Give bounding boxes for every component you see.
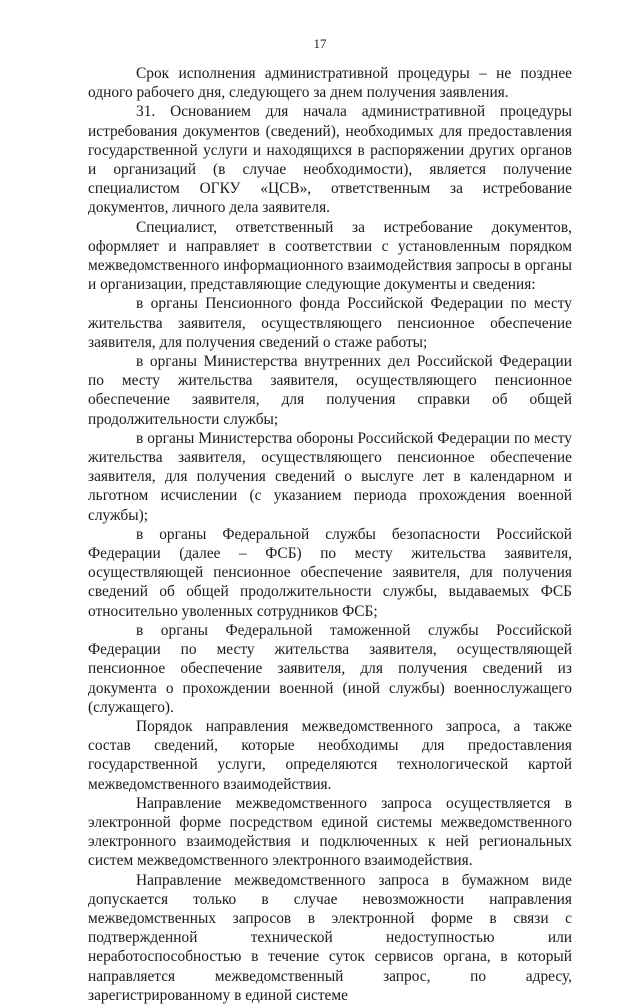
paragraph-clause-31: 31. Основанием для начала административной процедуры истребования документов (сведений), необходимых для предоставления государственной услуги и находящихся в распоряжении других органов и организаций (в случае необходимости), является получение специалистом ОГКУ «ЦСВ», ответственным за истребование документов, личного дела заявителя. bbox=[88, 103, 572, 217]
paragraph-request-procedure: Порядок направления межведомственного запроса, а также состав сведений, которые необходимы для предоставления государственной услуги, определяются технологической картой межведомственного взаимодействия. bbox=[88, 717, 572, 793]
document-body bbox=[88, 64, 572, 1005]
list-item-customs: в органы Федеральной таможенной службы Российской Федерации по месту жительства заявителя, осуществляющей пенсионное обеспечение заявителя, для получения сведений из документа о прохождении военной (иной службы) военнослужащего (служащего). bbox=[88, 621, 572, 716]
paragraph-paper-request: Направление межведомственного запроса в бумажном виде допускается только в случае невозможности направления межведомственных запросов в электронной форме в связи с подтвержденной технической недоступностью или неработоспособностью в течение суток сервисов органа, в который направляется межведомственный запрос, по адресу, зарегистрированному в единой системе bbox=[88, 871, 572, 1004]
paragraph-specialist: Специалист, ответственный за истребование документов, оформляет и направляет в соответствии с установленным порядком межведомственного информационного взаимодействия запросы в органы и организации, представляющие следующие документы и сведения: bbox=[88, 218, 572, 294]
list-item-fsb: в органы Федеральной службы безопасности Российской Федерации (далее – ФСБ) по месту жительства заявителя, осуществляющей пенсионное обеспечение заявителя, для получения сведений об общей продолжительности службы, выдаваемых ФСБ относительно уволенных сотрудников ФСБ; bbox=[88, 525, 572, 620]
page-number: 17 bbox=[313, 36, 327, 51]
list-item-pension-fund: в органы Пенсионного фонда Российской Федерации по месту жительства заявителя, осуществляющего пенсионное обеспечение заявителя, для получения сведений о стаже работы; bbox=[88, 295, 572, 351]
paragraph-electronic-request: Направление межведомственного запроса осуществляется в электронной форме посредством единой системы межведомственного электронного взаимодействия и подключенных к ней региональных систем межведомственного электронного взаимодействия. bbox=[88, 794, 572, 870]
list-item-interior-ministry: в органы Министерства внутренних дел Российской Федерации по месту жительства заявителя, осуществляющего пенсионное обеспечение заявителя, для получения справки об общей продолжительности службы; bbox=[88, 353, 572, 428]
paragraph-deadline: Срок исполнения административной процедуры – не позднее одного рабочего дня, следующего за днем получения заявления. bbox=[88, 65, 572, 102]
list-item-defense-ministry: в органы Министерства обороны Российской Федерации по месту жительства заявителя, осуществляющего пенсионное обеспечение заявителя, для получения сведений о выслуге лет в календарном и льготном исчислении (с указанием периода прохождения военной службы); bbox=[88, 429, 572, 524]
